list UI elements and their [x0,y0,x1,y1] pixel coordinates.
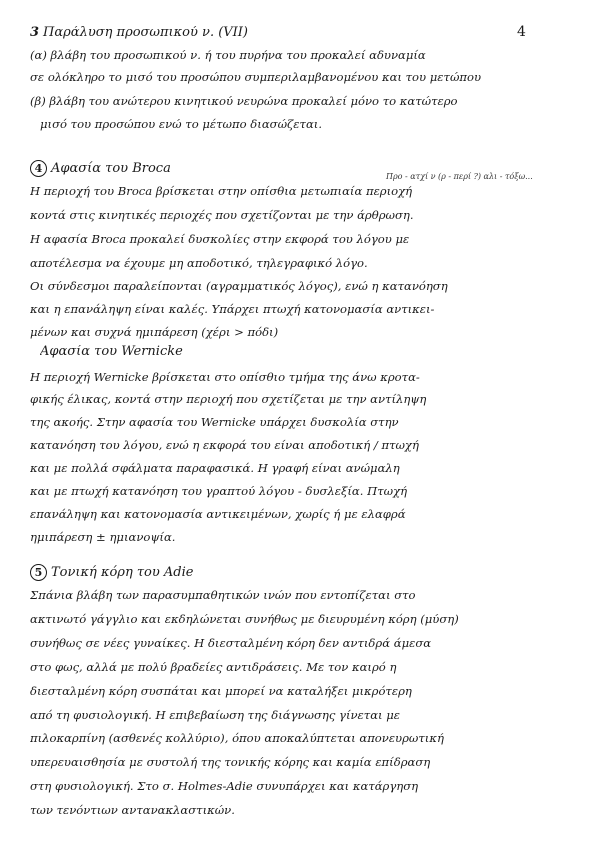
section-5-line-8: υπερευαισθησία με συστολή της τονικής κόρης και καμία επίδραση [30,755,431,769]
margin-note: Προ - ατχί ν (ρ - περί ?) αλι - τόξω... [386,172,533,181]
section-5-line-5: διεσταλμένη κόρη συσπάται και μπορεί να καταλήξει μικρότερη [30,684,412,698]
section-5-line-9: στη φυσιολογική. Στο σ. Holmes-Adie συνυπάρχει και κατάργηση [30,779,419,793]
section-4-line-11: της ακοής. Στην αφασία του Wernicke υπάρχει δυσκολία στην [30,415,399,429]
section-5-line-4: στο φως, αλλά με πολύ βραδείες αντιδράσεις. Με τον καιρό η [30,660,397,674]
section-3-heading [30,26,578,40]
section-4-line-15: επανάληψη και κατονομασία αντικειμένων, χωρίς ή με ελαφρά [30,507,406,521]
section-3-number: 3 [30,26,40,40]
section-4-title: Αφασία του Broca [51,161,171,176]
section-4-number: 4 [30,160,47,177]
section-4-line-14: και με πτωχή κατανόηση του γραπτού λόγου - δυσλεξία. Πτωχή [30,484,408,498]
section-4-subheading: Αφασία του Wernicke [40,345,183,359]
section-4-line-4: αποτέλεσμα να έχουμε μη αποδοτικό, τηλεγραφικό λόγο. [30,256,368,270]
section-4-line-9: Η περιοχή Wernicke βρίσκεται στο οπίσθιο τμήμα της άνω κροτα- [30,370,420,384]
section-5-line-10: των τενόντιων αντανακλαστικών. [30,803,235,817]
section-5-line-3: συνήθως σε νέες γυναίκες. Η διεσταλμένη κόρη δεν αντιδρά άμεσα [30,636,432,650]
section-5-line-2: ακτινωτό γάγγλιο και εκδηλώνεται συνήθως με διευρυμένη κόρη (μύση) [30,612,459,626]
section-3-line-1: (α) βλάβη του προσωπικού ν. ή του πυρήνα του προκαλεί αδυναμία [30,48,426,62]
section-5-line-7: πιλοκαρπίνη (ασθενές κολλύριο), όπου αποκαλύπτεται απονευρωτική [30,731,444,745]
section-3-title: Παράλυση προσωπικού ν. (VII) [43,26,249,40]
section-5-number: 5 [30,564,47,581]
section-4-line-13: και με πολλά σφάλματα παραφασικά. Η γραφή είναι ανώμαλη [30,461,400,475]
section-4-line-16: ημιπάρεση ± ημιανοψία. [30,530,176,544]
section-4-line-12: κατανόηση του λόγου, ενώ η εκφορά του είναι αποδοτική / πτωχή [30,438,419,452]
section-3-line-2: σε ολόκληρο το μισό του προσώπου συμπεριλαμβανομένου και του μετώπου [30,70,482,84]
page-number: 4 [517,24,526,40]
section-4-line-2: κοντά στις κινητικές περιοχές που σχετίζονται με την άρθρωση. [30,208,414,222]
section-3-line-4: μισό του προσώπου ενώ το μέτωπο διασώζεται. [40,117,323,131]
section-4-line-1: Η περιοχή του Broca βρίσκεται στην οπίσθια μετωπιαία περιοχή [30,184,413,198]
section-5-heading [30,564,578,581]
section-3-line-3: (β) βλάβη του ανώτερου κινητικού νευρώνα προκαλεί μόνο το κατώτερο [30,94,458,108]
section-4-line-10: φικής έλικας, κοντά στην περιοχή που σχετίζεται με την αντίληψη [30,392,427,406]
section-4-line-6: και η επανάληψη είναι καλές. Υπάρχει πτωχή κατονομασία αντικει- [30,302,435,316]
section-5-title: Τονική κόρη του Adie [51,565,194,580]
section-4-line-5: Οι σύνδεσμοι παραλείπονται (αγραμματικός λόγος), ενώ η κατανόηση [30,279,448,293]
section-4-heading [30,160,578,177]
section-4-line-3: Η αφασία Broca προκαλεί δυσκολίες στην εκφορά του λόγου με [30,232,410,246]
section-5-line-1: Σπάνια βλάβη των παρασυμπαθητικών ινών που εντοπίζεται στο [30,588,416,602]
section-4-line-7: μένων και συχνά ημιπάρεση (χέρι > πόδι) [30,325,279,339]
section-5-line-6: από τη φυσιολογική. Η επιβεβαίωση της διάγνωσης γίνεται με [30,708,401,722]
